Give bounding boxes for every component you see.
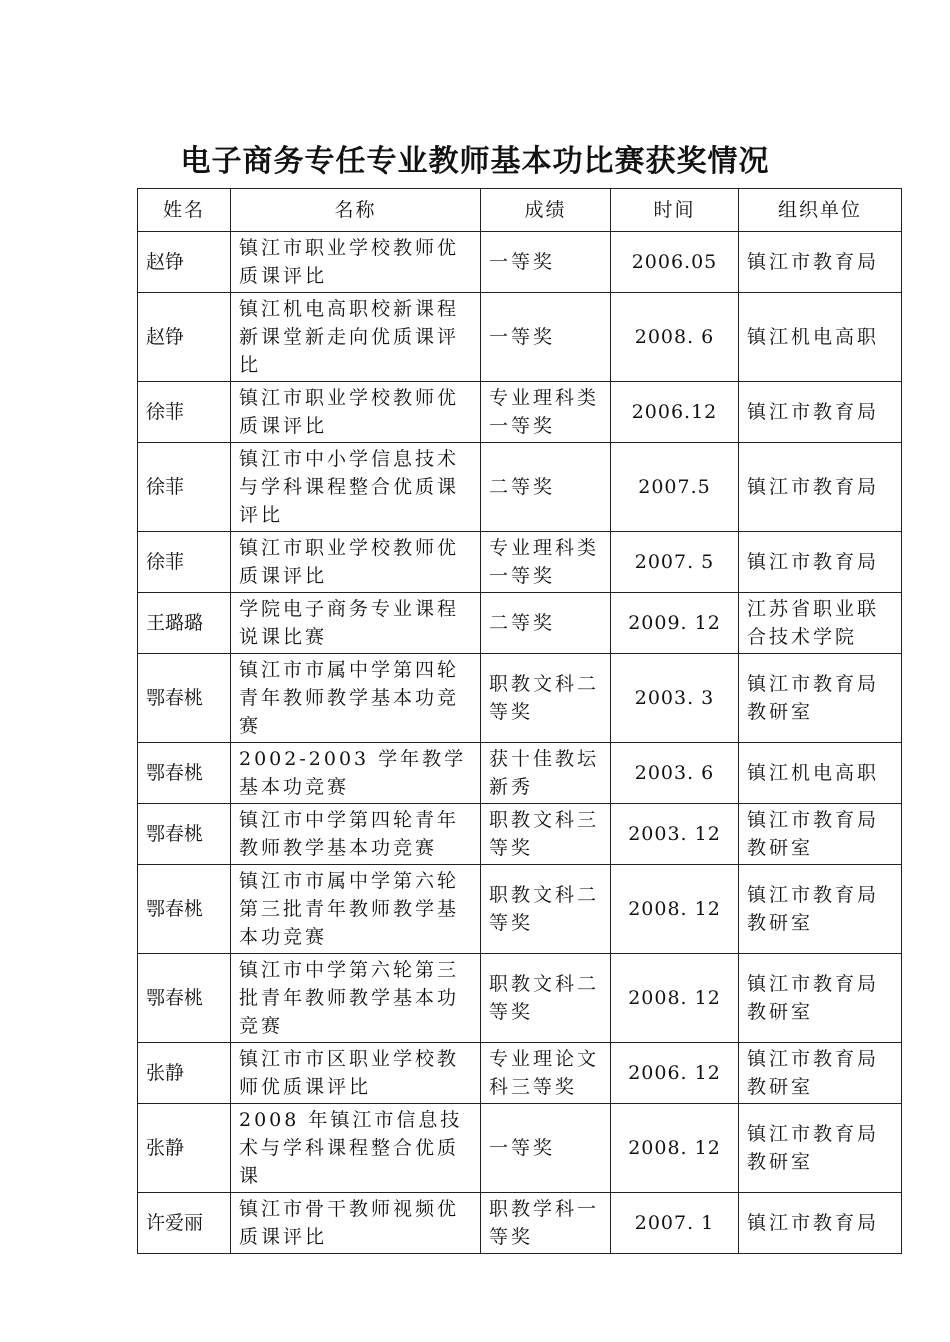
cell-org: 镇江市教育局	[739, 232, 902, 293]
cell-result: 一等奖	[481, 232, 611, 293]
cell-result: 专业理科类一等奖	[481, 532, 611, 593]
cell-title: 镇江市职业学校教师优质课评比	[231, 382, 481, 443]
cell-date: 2006. 12	[611, 1043, 739, 1104]
header-name: 姓名	[138, 189, 231, 232]
table-row	[138, 743, 902, 804]
header-title: 名称	[231, 189, 481, 232]
cell-date: 2007. 1	[611, 1193, 739, 1254]
header-date: 时间	[611, 189, 739, 232]
header-result: 成绩	[481, 189, 611, 232]
cell-title: 2002-2003 学年教学基本功竞赛	[231, 743, 481, 804]
cell-org: 镇江市教育局教研室	[739, 1043, 902, 1104]
cell-org: 镇江市教育局教研室	[739, 954, 902, 1043]
cell-title: 镇江市职业学校教师优质课评比	[231, 232, 481, 293]
cell-title: 镇江市市区职业学校教师优质课评比	[231, 1043, 481, 1104]
table-row	[138, 532, 902, 593]
cell-result: 职教文科三等奖	[481, 804, 611, 865]
cell-name: 赵铮	[138, 232, 231, 293]
cell-date: 2006.05	[611, 232, 739, 293]
cell-result: 一等奖	[481, 293, 611, 382]
cell-org: 镇江机电高职	[739, 293, 902, 382]
cell-org: 镇江市教育局	[739, 382, 902, 443]
cell-name: 鄂春桃	[138, 804, 231, 865]
cell-result: 二等奖	[481, 443, 611, 532]
cell-org: 镇江市教育局教研室	[739, 654, 902, 743]
cell-title: 镇江机电高职校新课程新课堂新走向优质课评比	[231, 293, 481, 382]
cell-org: 镇江市教育局教研室	[739, 1104, 902, 1193]
cell-result: 专业理科类一等奖	[481, 382, 611, 443]
cell-org: 镇江市教育局	[739, 443, 902, 532]
cell-name: 鄂春桃	[138, 865, 231, 954]
awards-table	[137, 188, 902, 1254]
cell-result: 职教文科二等奖	[481, 865, 611, 954]
cell-title: 2008 年镇江市信息技术与学科课程整合优质课	[231, 1104, 481, 1193]
cell-result: 一等奖	[481, 1104, 611, 1193]
cell-date: 2003. 3	[611, 654, 739, 743]
cell-org: 镇江市教育局	[739, 532, 902, 593]
cell-title: 镇江市中小学信息技术与学科课程整合优质课评比	[231, 443, 481, 532]
header-org: 组织单位	[739, 189, 902, 232]
cell-org: 镇江市教育局教研室	[739, 865, 902, 954]
cell-name: 鄂春桃	[138, 654, 231, 743]
table-row	[138, 593, 902, 654]
cell-name: 徐菲	[138, 382, 231, 443]
cell-result: 专业理论文科三等奖	[481, 1043, 611, 1104]
cell-date: 2003. 6	[611, 743, 739, 804]
cell-title: 学院电子商务专业课程说课比赛	[231, 593, 481, 654]
page-title: 电子商务专任专业教师基本功比赛获奖情况	[180, 144, 770, 179]
table-body	[138, 232, 902, 1254]
table-row	[138, 865, 902, 954]
cell-date: 2007.5	[611, 443, 739, 532]
table-header-row	[138, 189, 902, 232]
cell-title: 镇江市市属中学第六轮第三批青年教师教学基本功竞赛	[231, 865, 481, 954]
cell-title: 镇江市中学第四轮青年教师教学基本功竞赛	[231, 804, 481, 865]
cell-name: 王璐璐	[138, 593, 231, 654]
cell-result: 职教文科二等奖	[481, 654, 611, 743]
cell-name: 鄂春桃	[138, 954, 231, 1043]
table-row	[138, 1104, 902, 1193]
cell-org: 镇江市教育局教研室	[739, 804, 902, 865]
cell-org: 江苏省职业联合技术学院	[739, 593, 902, 654]
cell-date: 2008. 12	[611, 954, 739, 1043]
table-row	[138, 232, 902, 293]
cell-result: 二等奖	[481, 593, 611, 654]
table-row	[138, 804, 902, 865]
table-row	[138, 293, 902, 382]
table-row	[138, 654, 902, 743]
cell-org: 镇江市教育局	[739, 1193, 902, 1254]
cell-date: 2003. 12	[611, 804, 739, 865]
cell-date: 2007. 5	[611, 532, 739, 593]
table-row	[138, 1193, 902, 1254]
table-row	[138, 443, 902, 532]
cell-title: 镇江市市属中学第四轮青年教师教学基本功竞赛	[231, 654, 481, 743]
cell-name: 赵铮	[138, 293, 231, 382]
cell-result: 职教文科二等奖	[481, 954, 611, 1043]
cell-result: 获十佳教坛新秀	[481, 743, 611, 804]
cell-name: 鄂春桃	[138, 743, 231, 804]
cell-date: 2009. 12	[611, 593, 739, 654]
cell-date: 2008. 12	[611, 1104, 739, 1193]
cell-date: 2008. 12	[611, 865, 739, 954]
cell-result: 职教学科一等奖	[481, 1193, 611, 1254]
cell-title: 镇江市骨干教师视频优质课评比	[231, 1193, 481, 1254]
cell-date: 2006.12	[611, 382, 739, 443]
cell-name: 徐菲	[138, 443, 231, 532]
cell-org: 镇江机电高职	[739, 743, 902, 804]
cell-name: 张静	[138, 1043, 231, 1104]
cell-name: 徐菲	[138, 532, 231, 593]
cell-name: 许爱丽	[138, 1193, 231, 1254]
cell-date: 2008. 6	[611, 293, 739, 382]
cell-name: 张静	[138, 1104, 231, 1193]
table-row	[138, 954, 902, 1043]
table-row	[138, 382, 902, 443]
cell-title: 镇江市中学第六轮第三批青年教师教学基本功竞赛	[231, 954, 481, 1043]
table-row	[138, 1043, 902, 1104]
cell-title: 镇江市职业学校教师优质课评比	[231, 532, 481, 593]
